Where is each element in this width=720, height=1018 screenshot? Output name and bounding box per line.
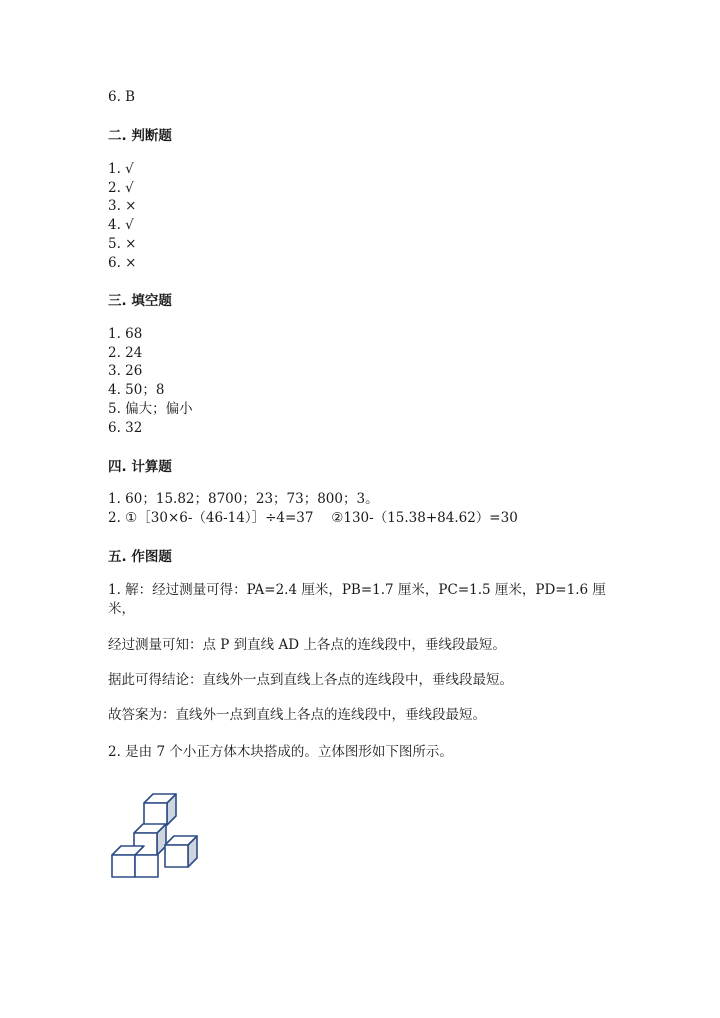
list-item: 1. √ [108, 161, 134, 177]
section-heading-draw: 五. 作图题 [108, 549, 172, 565]
list-item: 3. 26 [108, 363, 143, 380]
list-item: 5. × [108, 235, 137, 252]
cube-stack-figure-icon [110, 790, 206, 886]
list-item: 6. × [108, 254, 137, 271]
list-item: 2. ①［30×6-（46-14）］÷4=37 ②130-（15.38+84.62）=30 [108, 509, 518, 526]
draw-answer-paragraph-2: 经过测量可知：点 P 到直线 AD 上各点的连线段中，垂线段最短。 [108, 637, 506, 653]
fill-answer-list [108, 325, 193, 437]
paragraph-line: 1. 解：经过测量可得：PA=2.4 厘米，PB=1.7 厘米，PC=1.5 厘米，PD=1.6 厘 [108, 582, 606, 598]
list-item: 3. × [108, 198, 137, 215]
draw-answer-paragraph-3: 据此可得结论：直线外一点到直线上各点的连线段中，垂线段最短。 [108, 672, 513, 688]
section-heading-fill: 三. 填空题 [108, 293, 172, 309]
list-item: 1. 68 [108, 326, 143, 342]
list-item: 1. 60；15.82；8700；23；73；800；3。 [108, 491, 379, 507]
draw-answer-paragraph-5: 2. 是由 7 个小正方体木块搭成的。立体图形如下图所示。 [108, 744, 453, 760]
section-heading-calc: 四. 计算题 [108, 459, 172, 475]
list-item: 2. 24 [108, 344, 143, 361]
calc-answer-list [108, 490, 518, 527]
list-item: 4. 50；8 [108, 382, 165, 399]
list-item: 6. 32 [108, 419, 143, 436]
answer-6b: 6. B [108, 89, 136, 105]
draw-answer-paragraph-4: 故答案为：直线外一点到直线上各点的连线段中，垂线段最短。 [108, 707, 486, 723]
draw-answer-paragraph-1 [108, 581, 606, 619]
list-item: 5. 偏大；偏小 [108, 400, 193, 417]
list-item: 2. √ [108, 179, 134, 196]
judge-answer-list [108, 160, 136, 272]
list-item: 4. √ [108, 217, 134, 234]
paragraph-line: 米， [108, 601, 135, 617]
section-heading-judge: 二. 判断题 [108, 128, 172, 144]
